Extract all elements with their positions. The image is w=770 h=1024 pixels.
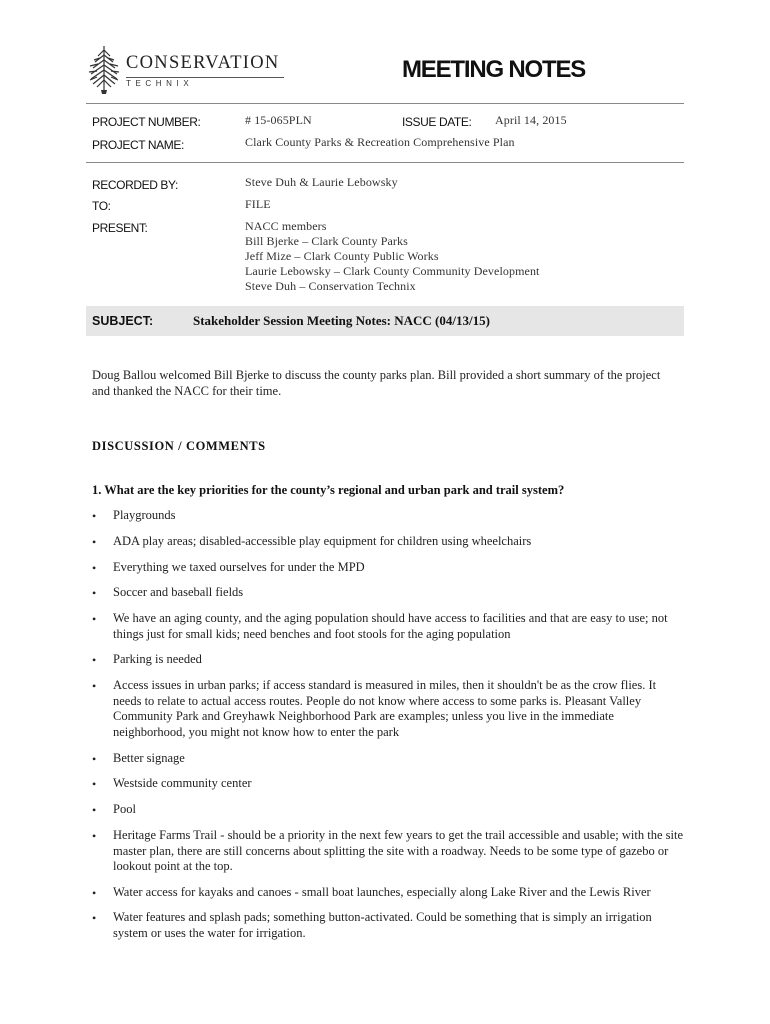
present-item: Steve Duh – Conservation Technix [245,279,416,293]
logo-subtitle: TECHNIX [126,79,194,88]
project-name-value: Clark County Parks & Recreation Comprehensive Plan [245,135,515,149]
list-item-text: Westside community center [113,776,252,790]
bullet-icon: • [92,535,97,549]
intro-paragraph: Doug Ballou welcomed Bill Bjerke to discuss the county parks plan. Bill provided a short summary of the project and thanked the NACC for their time. [92,368,661,398]
bullet-icon: • [92,612,97,626]
list-item-text: Parking is needed [113,652,202,666]
bullet-icon: • [92,777,97,791]
bullet-icon: • [92,509,97,523]
discussion-heading: DISCUSSION / COMMENTS [92,439,266,453]
subject-label: SUBJECT: [92,314,154,328]
present-list [245,219,540,294]
present-label: PRESENT: [92,221,148,235]
present-item: NACC members [245,219,327,233]
bullet-icon: • [92,561,97,575]
subject-text: Stakeholder Session Meeting Notes: NACC (04/13/15) [193,313,490,328]
list-item-text: Water features and splash pads; something button-activated. Could be something that is simply an irrigation system or uses the water for irrigation. [113,910,652,940]
project-name-label: PROJECT NAME: [92,138,184,152]
list-item-text: We have an aging county, and the aging population should have access to facilities and that are easy to use; not things just for small kids; need benches and foot stools for the aging population [113,611,668,641]
project-number-value: # 15-065PLN [245,113,312,127]
list-item-text: ADA play areas; disabled-accessible play equipment for children using wheelchairs [113,534,532,548]
document-title: MEETING NOTES [402,56,586,83]
divider [86,103,684,104]
bullet-icon: • [92,679,97,693]
list-item-text: Heritage Farms Trail - should be a priority in the next few years to get the trail accessible and usable; with the site master plan, there are still concerns about splitting the site with a roadway. Needs to be some type of gazebo or lookout point at the top. [113,828,683,873]
list-item-text: Better signage [113,751,185,765]
present-item: Laurie Lebowsky – Clark County Community Development [245,264,540,278]
to-label: TO: [92,199,111,213]
bullet-icon: • [92,653,97,667]
bullet-icon: • [92,829,97,843]
bullet-icon: • [92,886,97,900]
list-item-text: Water access for kayaks and canoes - small boat launches, especially along Lake River and the Lewis River [113,885,651,899]
logo-rule [126,77,284,78]
list-item-text: Soccer and baseball fields [113,585,244,599]
issue-date-value: April 14, 2015 [495,113,567,127]
to-value: FILE [245,197,271,211]
recorded-by-value: Steve Duh & Laurie Lebowsky [245,175,398,189]
bullet-icon: • [92,911,97,925]
recorded-by-label: RECORDED BY: [92,178,178,192]
issue-date-label: ISSUE DATE: [402,115,472,129]
present-item: Jeff Mize – Clark County Public Works [245,249,439,263]
list-item-text: Playgrounds [113,508,176,522]
list-item-text: Pool [113,802,136,816]
bullet-icon: • [92,752,97,766]
pinecone-icon [86,44,122,94]
logo [86,44,286,94]
question-1: 1. What are the key priorities for the county’s regional and urban park and trail system? [92,483,565,497]
project-number-label: PROJECT NUMBER: [92,115,201,129]
list-item-text: Everything we taxed ourselves for under the MPD [113,560,365,574]
logo-wordmark: CONSERVATION [126,53,280,73]
divider [86,162,684,163]
list-item-text: Access issues in urban parks; if access standard is measured in miles, then it shouldn't be as the crow flies. It needs to relate to actual access routes. People do not know where access to some parks is. Pleasant Valley Community Park and Greyhawk Neighborhood Park are examples; unless you live in the immediate neighborhood, you might not know how to enter the park [113,678,657,739]
bullet-icon: • [92,586,97,600]
bullet-icon: • [92,803,97,817]
present-item: Bill Bjerke – Clark County Parks [245,234,408,248]
